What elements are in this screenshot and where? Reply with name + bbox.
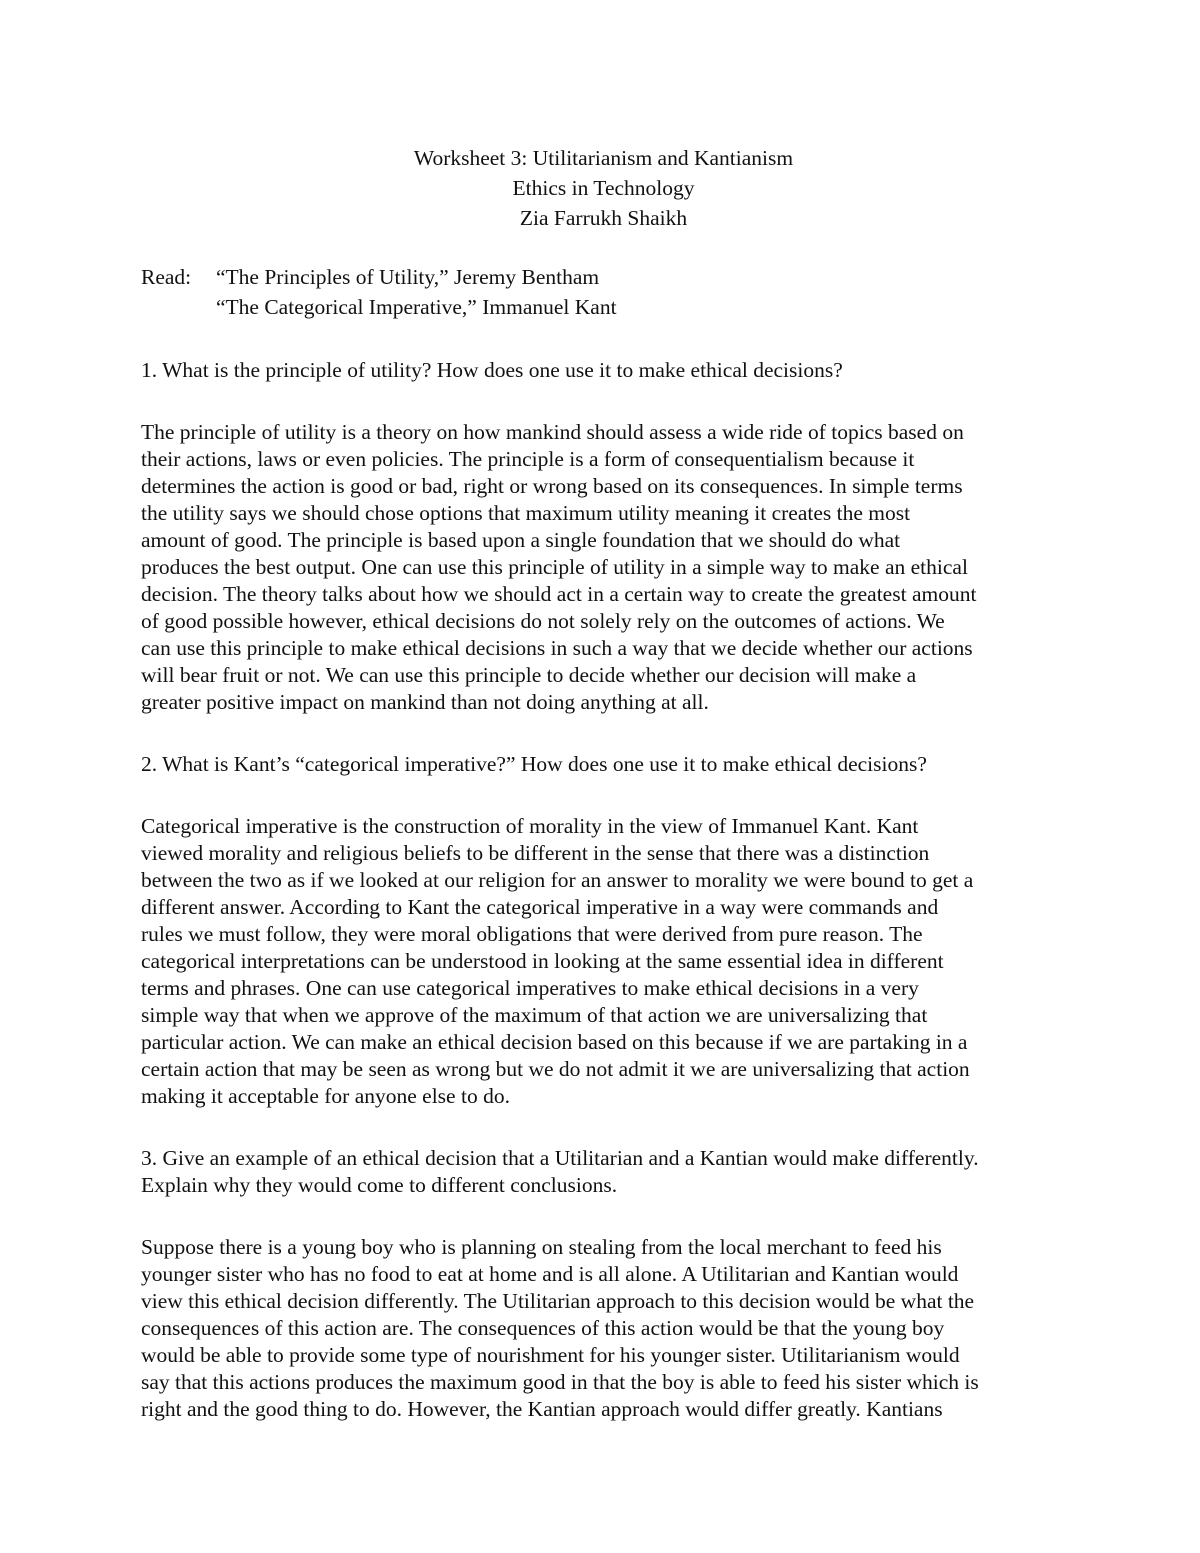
answer-line: the utility says we should chose options that maximum utility meaning it creates the most bbox=[141, 501, 911, 525]
answer-line: say that this actions produces the maximum good in that the boy is able to feed his sister which is bbox=[141, 1370, 979, 1394]
answer-1 bbox=[141, 419, 1066, 716]
reading-item bbox=[141, 292, 1066, 322]
answer-line: different answer. According to Kant the categorical imperative in a way were commands and bbox=[141, 895, 939, 919]
reading-item bbox=[141, 262, 1066, 292]
answer-line: view this ethical decision differently. The Utilitarian approach to this decision would be what the bbox=[141, 1289, 975, 1313]
answer-line: decision. The theory talks about how we should act in a certain way to create the greatest amount bbox=[141, 582, 977, 606]
answer-line: particular action. We can make an ethical decision based on this because if we are partaking in a bbox=[141, 1030, 968, 1054]
reading-list bbox=[141, 262, 1066, 322]
course-name: Ethics in Technology bbox=[512, 176, 695, 200]
answer-line: would be able to provide some type of nourishment for his younger sister. Utilitarianism would bbox=[141, 1343, 960, 1367]
worksheet-title: Worksheet 3: Utilitarianism and Kantianism bbox=[413, 146, 794, 170]
answer-line: certain action that may be seen as wrong but we do not admit it we are universalizing that action bbox=[141, 1057, 970, 1081]
answer-line: determines the action is good or bad, right or wrong based on its consequences. In simple terms bbox=[141, 474, 963, 498]
answer-line: The principle of utility is a theory on how mankind should assess a wide ride of topics based on bbox=[141, 420, 964, 444]
answer-line: viewed morality and religious beliefs to be different in the sense that there was a distinction bbox=[141, 841, 930, 865]
answer-line: rules we must follow, they were moral obligations that were derived from pure reason. The bbox=[141, 922, 923, 946]
question-line: Explain why they would come to different conclusions. bbox=[141, 1173, 618, 1197]
answer-line: amount of good. The principle is based upon a single foundation that we should do what bbox=[141, 528, 901, 552]
answer-line: produces the best output. One can use this principle of utility in a simple way to make an ethical bbox=[141, 555, 968, 579]
answer-line: terms and phrases. One can use categorical imperatives to make ethical decisions in a very bbox=[141, 976, 919, 1000]
reading-label-spacer bbox=[141, 292, 216, 322]
document-body bbox=[141, 143, 1066, 1423]
author-name: Zia Farrukh Shaikh bbox=[519, 206, 688, 230]
answer-line: Suppose there is a young boy who is planning on stealing from the local merchant to feed his bbox=[141, 1235, 942, 1259]
answer-line: will bear fruit or not. We can use this principle to decide whether our decision will make a bbox=[141, 663, 917, 687]
answer-line: simple way that when we approve of the maximum of that action we are universalizing that bbox=[141, 1003, 928, 1027]
answer-line: right and the good thing to do. However, the Kantian approach would differ greatly. Kantians bbox=[141, 1397, 943, 1421]
reading-title: “The Categorical Imperative,” Immanuel Kant bbox=[216, 295, 617, 319]
answer-line: categorical interpretations can be understood in looking at the same essential idea in different bbox=[141, 949, 944, 973]
reading-title: “The Principles of Utility,” Jeremy Bentham bbox=[216, 265, 600, 289]
answer-line: greater positive impact on mankind than not doing anything at all. bbox=[141, 690, 709, 714]
answer-line: younger sister who has no food to eat at home and is all alone. A Utilitarian and Kantian would bbox=[141, 1262, 959, 1286]
question-line: 2. What is Kant’s “categorical imperative?” How does one use it to make ethical decisions? bbox=[141, 752, 927, 776]
answer-3 bbox=[141, 1234, 1066, 1423]
question-1 bbox=[141, 357, 1066, 384]
question-2 bbox=[141, 751, 1066, 778]
question-line: 3. Give an example of an ethical decision that a Utilitarian and a Kantian would make differently. bbox=[141, 1146, 979, 1170]
answer-line: between the two as if we looked at our religion for an answer to morality we were bound to get a bbox=[141, 868, 974, 892]
answer-line: their actions, laws or even policies. The principle is a form of consequentialism because it bbox=[141, 447, 915, 471]
answer-line: can use this principle to make ethical decisions in such a way that we decide whether our actions bbox=[141, 636, 973, 660]
question-3 bbox=[141, 1145, 1066, 1199]
answer-line: of good possible however, ethical decisions do not solely rely on the outcomes of actions. We bbox=[141, 609, 945, 633]
answer-line: consequences of this action are. The consequences of this action would be that the young boy bbox=[141, 1316, 945, 1340]
question-line: 1. What is the principle of utility? How does one use it to make ethical decisions? bbox=[141, 358, 843, 382]
document-header bbox=[141, 143, 1066, 233]
answer-line: Categorical imperative is the construction of morality in the view of Immanuel Kant. Kant bbox=[141, 814, 919, 838]
answer-2 bbox=[141, 813, 1066, 1110]
answer-line: making it acceptable for anyone else to do. bbox=[141, 1084, 510, 1108]
reading-label: Read: bbox=[141, 265, 192, 289]
